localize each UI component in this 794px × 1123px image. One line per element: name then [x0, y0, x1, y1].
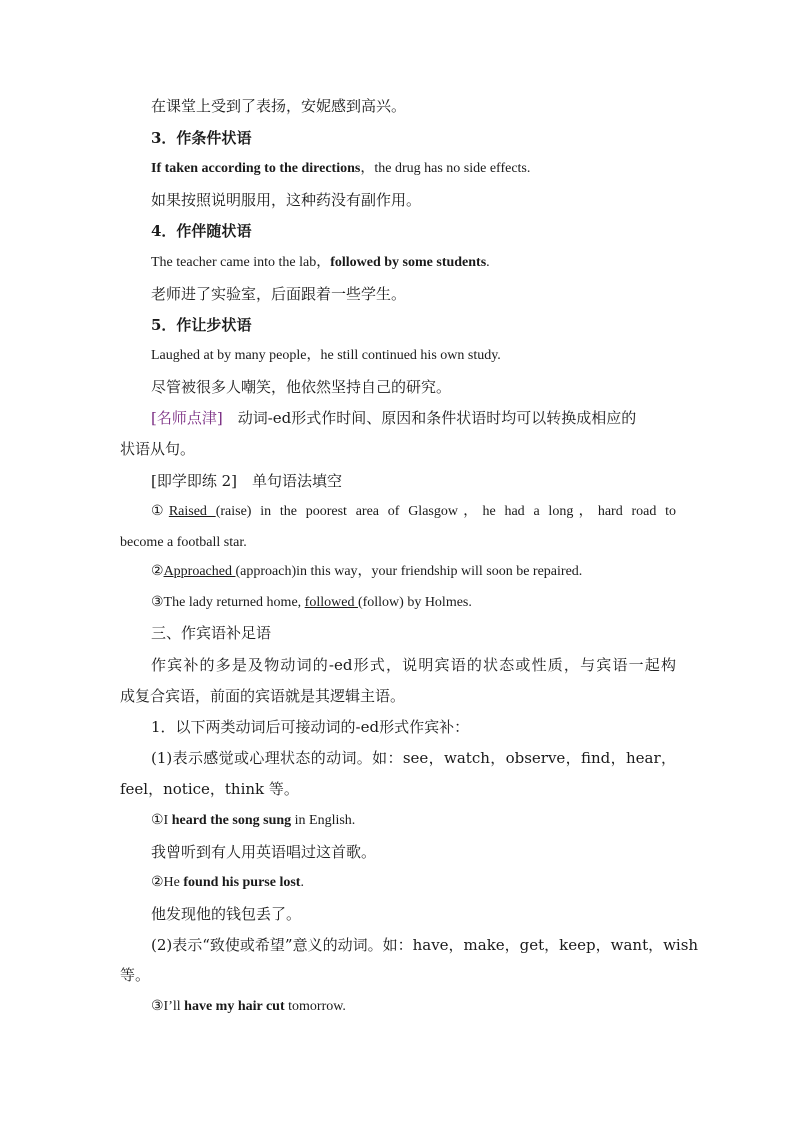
translation-line: 我曾听到有人用英语唱过这首歌。 — [151, 843, 377, 861]
paragraph-line: 成复合宾语，前面的宾语就是其逻辑主语。 — [120, 687, 406, 705]
subheading-concessive: 5．作让步状语 — [151, 316, 252, 334]
sentence-start: ③I’ll — [151, 999, 185, 1014]
translation-line: 尽管被很多人嘲笑，他依然坚持自己的研究。 — [151, 378, 452, 396]
example-sentence: Laughed at by many people，he still continued his own study. — [151, 348, 501, 363]
paragraph-line: feel，notice，think 等。 — [120, 780, 299, 798]
subheading-conditional: 3．作条件状语 — [151, 129, 252, 147]
sentence-rest: ，the drug has no side effects. — [360, 161, 531, 176]
item-text: (approach)in this way，your friendship will soon be repaired. — [235, 564, 583, 579]
example-sentence — [151, 159, 676, 179]
answer-blank: followed — [304, 595, 358, 610]
sentence-end: . — [486, 255, 490, 270]
bold-phrase: found his purse lost — [183, 875, 301, 890]
translation-line: 如果按照说明服用，这种药没有副作用。 — [151, 191, 422, 209]
item-number: ② — [151, 564, 164, 579]
answer-blank: Raised — [168, 504, 216, 519]
bold-phrase: If taken according to the directions — [151, 161, 361, 176]
practice-item-1 — [151, 502, 676, 522]
example-sentence — [151, 253, 676, 273]
practice-item-1-cont: become a football star. — [120, 535, 247, 550]
item-text: ③The lady returned home, — [151, 595, 305, 610]
sentence-end: in English. — [291, 813, 356, 828]
item-number: ① — [151, 504, 169, 519]
teacher-tip-cont: 状语从句。 — [120, 440, 196, 458]
translation-line: 老师进了实验室，后面跟着一些学生。 — [151, 285, 407, 303]
tip-text: 动词-ed形式作时间、原因和条件状语时均可以转换成相应的 — [222, 409, 637, 427]
paragraph-line: (2)表示“致使或希望”意义的动词。如：have，make，get，keep，want，wish — [151, 936, 699, 954]
paragraph-line: 等。 — [120, 966, 151, 984]
sentence-end: . — [300, 875, 304, 890]
bold-phrase: heard the song sung — [171, 813, 292, 828]
section-heading: 三、作宾语补足语 — [151, 624, 272, 642]
paragraph-line: 作宾补的多是及物动词的-ed形式，说明宾语的状态或性质，与宾语一起构 — [151, 656, 676, 674]
sentence-start: ②He — [151, 875, 184, 890]
paragraph-line: (1)表示感觉或心理状态的动词。如：see，watch，observe，find，hear， — [151, 749, 676, 767]
tip-tag: [名师点津] — [151, 409, 223, 427]
teacher-tip — [151, 408, 676, 428]
numbered-point: 1．以下两类动词后可接动词的-ed形式作宾补： — [151, 718, 470, 736]
example-sentence — [151, 873, 676, 893]
sentence-start: The teacher came into the lab， — [151, 255, 331, 270]
bold-phrase: have my hair cut — [184, 999, 285, 1014]
example-sentence — [151, 997, 676, 1017]
subheading-accompanying: 4．作伴随状语 — [151, 222, 252, 240]
sentence-end: tomorrow. — [284, 999, 346, 1014]
item-text: (raise) in the poorest area of Glasgow，he had a long，hard road to — [215, 504, 677, 519]
answer-blank: Approached — [163, 564, 236, 579]
sentence-start: ①I — [151, 813, 172, 828]
text-line: 在课堂上受到了表扬，安妮感到高兴。 — [151, 97, 407, 115]
practice-item-2 — [151, 562, 676, 582]
translation-line: 他发现他的钱包丢了。 — [151, 905, 302, 923]
practice-item-3 — [151, 593, 676, 613]
practice-title: [即学即练 2] 单句语法填空 — [151, 472, 343, 490]
example-sentence — [151, 811, 676, 831]
bold-phrase: followed by some students — [330, 255, 487, 270]
item-text: (follow) by Holmes. — [357, 595, 472, 610]
